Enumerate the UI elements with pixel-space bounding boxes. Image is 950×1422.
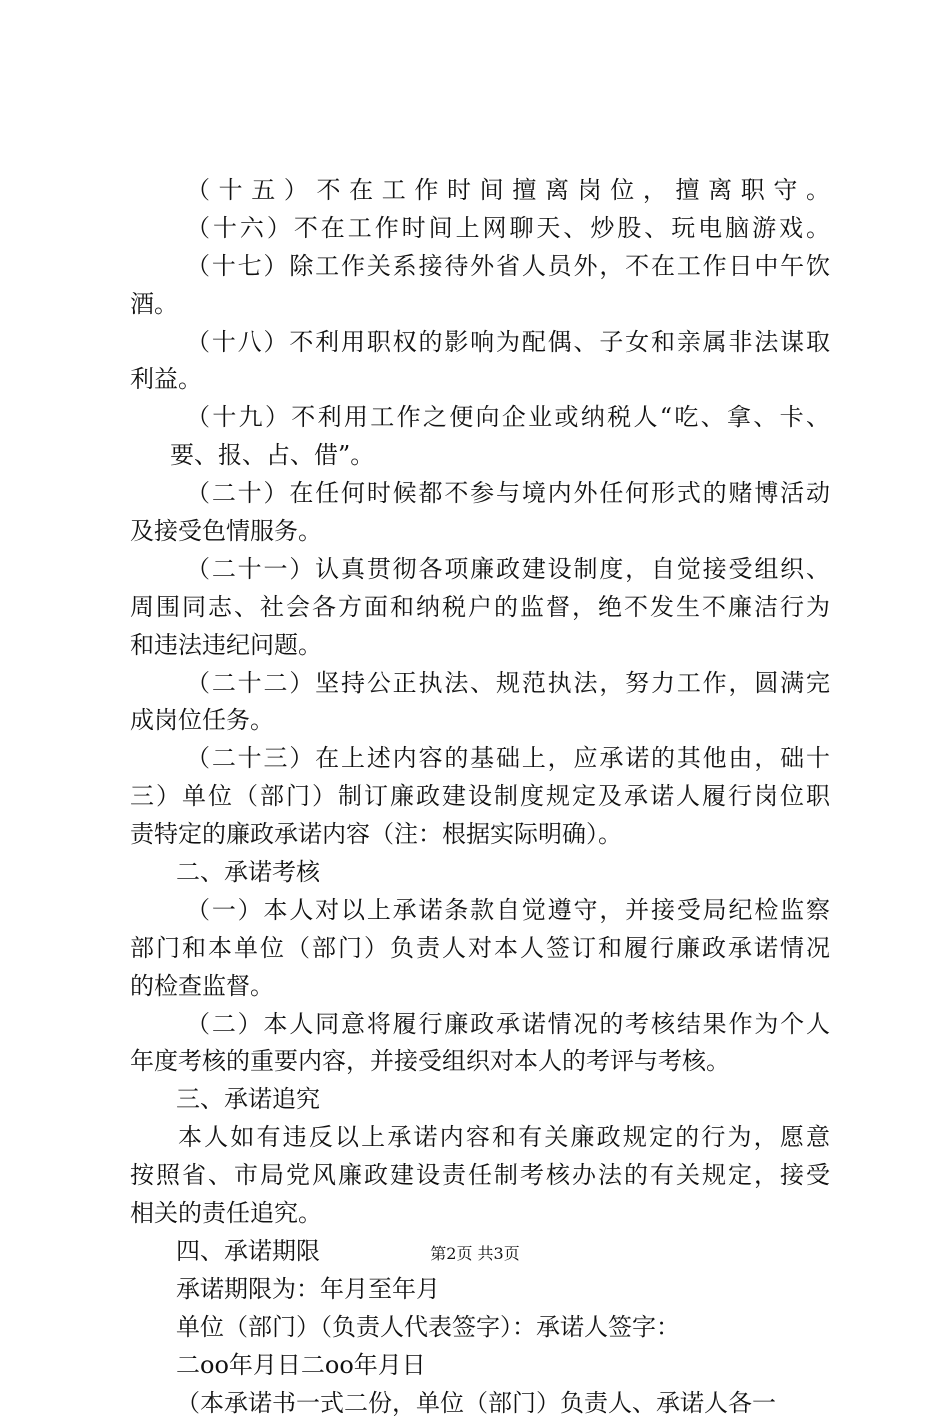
date-line: 二oo年月日二oo年月日 xyxy=(130,1347,830,1385)
commitment-period-line: 承诺期限为：年月至年月 xyxy=(130,1271,830,1309)
clause-22-line-2: 成岗位任务。 xyxy=(130,702,830,740)
clause-21-line-2: 周围同志、社会各方面和纳税户的监督，绝不发生不廉洁行为 xyxy=(130,589,830,627)
clause-16-line: （十六）不在工作时间上网聊天、炒股、玩电脑游戏。 xyxy=(130,210,830,248)
clause-18-line-1: （十八）不利用职权的影响为配偶、子女和亲属非法谋取 xyxy=(130,324,830,362)
clause-18-line-2: 利益。 xyxy=(130,361,830,399)
section-2-item-1-line-1: （一）本人对以上承诺条款自觉遵守，并接受局纪检监察 xyxy=(130,892,830,930)
clause-19-line-2: 要、报、占、借”。 xyxy=(130,437,830,475)
clause-17-line-2: 酒。 xyxy=(130,286,830,324)
clause-17-line-1: （十七）除工作关系接待外省人员外，不在工作日中午饮 xyxy=(130,248,830,286)
section-2-item-2-line-2: 年度考核的重要内容，并接受组织对本人的考评与考核。 xyxy=(130,1043,830,1081)
clause-23-line-1: （二十三）在上述内容的基础上，应承诺的其他由，础十 xyxy=(130,740,830,778)
page-indicator: 第2页 共3页 xyxy=(0,1244,950,1264)
section-2-item-2-line-1: （二）本人同意将履行廉政承诺情况的考核结果作为个人 xyxy=(130,1006,830,1044)
signature-line: 单位（部门）（负责人代表签字）：承诺人签字： xyxy=(130,1309,830,1347)
section-3-text-line-1: 本人如有违反以上承诺内容和有关廉政规定的行为，愿意 xyxy=(130,1119,830,1157)
clause-15-line: （十五）不在工作时间擅离岗位，擅离职守。 xyxy=(130,172,830,210)
document-body xyxy=(130,172,830,1422)
clause-21-line-3: 和违法违纪问题。 xyxy=(130,627,830,665)
section-4-heading: 四、承诺期限 xyxy=(130,1233,830,1271)
clause-22-line-1: （二十二）坚持公正执法、规范执法，努力工作，圆满完 xyxy=(130,665,830,703)
clause-23-line-2: 三）单位（部门）制订廉政建设制度规定及承诺人履行岗位职 xyxy=(130,778,830,816)
section-2-item-1-line-3: 的检查监督。 xyxy=(130,968,830,1006)
clause-20-line-2: 及接受色情服务。 xyxy=(130,513,830,551)
section-3-text-line-3: 相关的责任追究。 xyxy=(130,1195,830,1233)
section-2-item-1-line-2: 部门和本单位（部门）负责人对本人签订和履行廉政承诺情况 xyxy=(130,930,830,968)
section-3-text-line-2: 按照省、市局党风廉政建设责任制考核办法的有关规定，接受 xyxy=(130,1157,830,1195)
clause-23-line-3: 责特定的廉政承诺内容（注：根据实际明确）。 xyxy=(130,816,830,854)
clause-20-line-1: （二十）在任何时候都不参与境内外任何形式的赌博活动 xyxy=(130,475,830,513)
copies-note-line: （本承诺书一式二份，单位（部门）负责人、承诺人各一 xyxy=(130,1385,830,1422)
section-3-heading: 三、承诺追究 xyxy=(130,1081,830,1119)
section-2-heading: 二、承诺考核 xyxy=(130,854,830,892)
clause-21-line-1: （二十一）认真贯彻各项廉政建设制度，自觉接受组织、 xyxy=(130,551,830,589)
clause-19-line-1: （十九）不利用工作之便向企业或纳税人“吃、拿、卡、 xyxy=(130,399,830,437)
